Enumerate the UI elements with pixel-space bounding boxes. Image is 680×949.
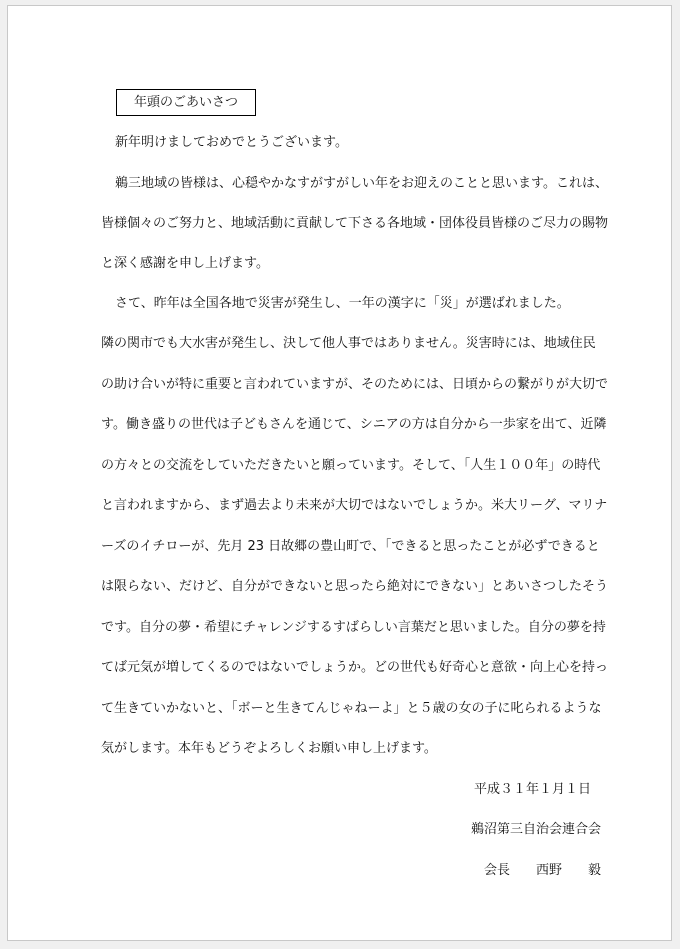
paragraph-line: 隣の関市でも大水害が発生し、決して他人事ではありません。災害時には、地域住民 (101, 336, 596, 351)
document-date: 平成３１年１月１日 (473, 782, 591, 797)
paragraph-line: と深く感謝を申し上げます。 (101, 256, 269, 271)
paragraph-line: 皆様個々のご努力と、地域活動に貢献して下さる各地域・団体役員皆様のご尽力の賜物 (101, 216, 609, 231)
paragraph-line: てば元気が増してくるのではないでしょうか。どの世代も好奇心と意欲・向上心を持っ (101, 660, 609, 675)
paragraph-line: は限らない、だけど、自分ができないと思ったら絶対にできない」とあいさつしたそう (101, 579, 609, 594)
paragraph-line: て生きていかないと、「ボーと生きてんじゃねーよ」と５歳の女の子に叱られるような (101, 701, 602, 716)
paragraph-line: です。自分の夢・希望にチャレンジするすばらしい言葉だと思いました。自分の夢を持 (101, 620, 606, 635)
paragraph-line: 気がします。本年もどうぞよろしくお願い申し上げます。 (101, 741, 437, 756)
paragraph-line: ーズのイチローが、先月 23 日故郷の豊山町で、「できると思ったことが必ずできると (101, 539, 600, 554)
paragraph-line: 新年明けましておめでとうございます。 (115, 135, 348, 150)
organization-name: 鵜沼第三自治会連合会 (470, 822, 601, 837)
paragraph-line: さて、昨年は全国各地で災害が発生し、一年の漢字に「災」が選ばれました。 (115, 296, 570, 311)
document-title: 年頭のごあいさつ (116, 89, 256, 116)
paragraph-line: の方々との交流をしていただきたいと願っています。そして、「人生１００年」の時代 (101, 458, 601, 473)
paragraph-line: 鵜三地域の皆様は、心穏やかなすがすがしい年をお迎えのことと思います。これは、 (115, 176, 608, 191)
signature: 会長 西野 毅 (483, 863, 601, 878)
paragraph-line: す。働き盛りの世代は子どもさんを通じて、シニアの方は自分から一歩家を出て、近隣 (101, 417, 607, 432)
paragraph-line: の助け合いが特に重要と言われていますが、そのためには、日頃からの繋がりが大切で (101, 377, 609, 392)
paragraph-line: と言われますから、まず過去より未来が大切ではないでしょうか。米大リーグ、マリナ (101, 498, 608, 513)
